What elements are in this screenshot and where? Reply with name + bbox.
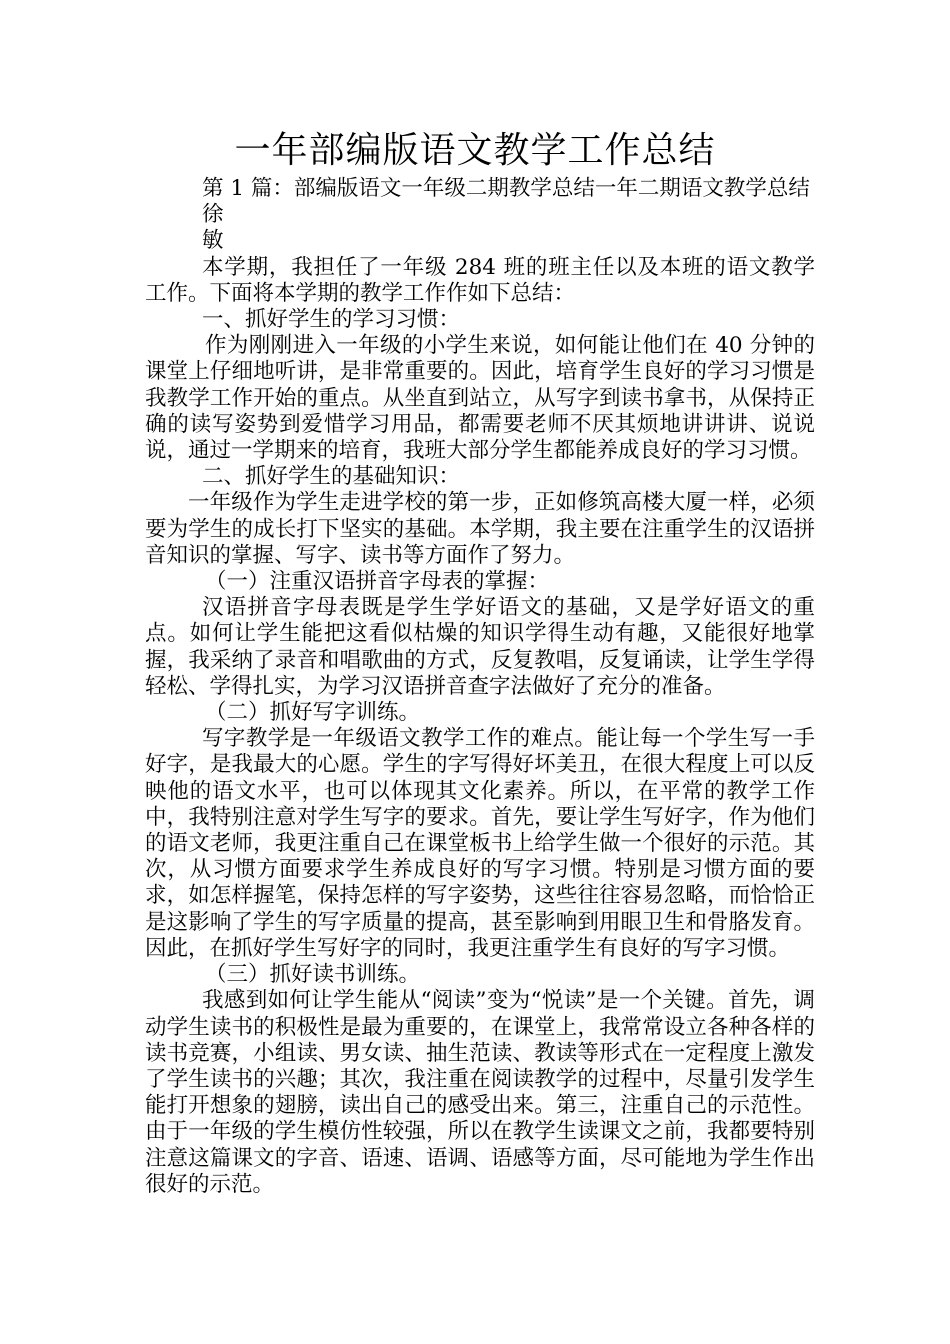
author-name-line-1: 徐 <box>202 202 224 228</box>
paragraph-pinyin: 汉语拼音字母表既是学生学好语文的基础，又是学好语文的重点。如何让学生能把这看似枯燥的知识学得生动有趣，又能很好地掌握，我采纳了录音和唱歌曲的方式，反复教唱，反复诵读，让学生学得轻松、学得扎实，为学习汉语拼音查字法做好了充分的准备。 <box>145 595 815 699</box>
paragraph-basics: 一年级作为学生走进学校的第一步，正如修筑高楼大厦一样，必须要为学生的成长打下坚实的基础。本学期，我主要在注重学生的汉语拼音知识的掌握、写字、读书等方面作了努力。 <box>145 490 815 568</box>
document-body <box>145 176 815 1198</box>
subheading-reading: （三）抓好读书训练。 <box>205 962 421 988</box>
paragraph-habits: 作为刚刚进入一年级的小学生来说，如何能让他们在 40 分钟的课堂上仔细地听讲，是非常重要的。因此，培育学生良好的学习习惯是我教学工作开始的重点。从坐直到站立，从写字到读书拿书，从保持正确的读写姿势到爱惜学习用品，都需要老师不厌其烦地讲讲讲、说说说，通过一学期来的培育，我班大部分学生都能养成良好的学习习惯。 <box>145 333 815 464</box>
author-name-line-2: 敏 <box>202 228 224 254</box>
document-title: 一年部编版语文教学工作总结 <box>234 130 716 171</box>
intro-paragraph: 本学期，我担任了一年级 284 班的班主任以及本班的语文教学工作。下面将本学期的教学工作作如下总结： <box>145 254 815 306</box>
paragraph-reading: 我感到如何让学生能从“阅读”变为“悦读”是一个关键。首先，调动学生读书的积极性是最为重要的，在课堂上，我常常设立各种各样的读书竞赛，小组读、男女读、抽生范读、教读等形式在一定程度上激发了学生读书的兴趣；其次，我注重在阅读教学的过程中，尽量引发学生能打开想象的翅膀，读出自己的感受出来。第三，注重自己的示范性。由于一年级的学生模仿性较强，所以在教学生读课文之前，我都要特别注意这篇课文的字音、语速、语调、语感等方面，尽可能地为学生作出很好的示范。 <box>145 988 815 1197</box>
paragraph-writing: 写字教学是一年级语文教学工作的难点。能让每一个学生写一手好字，是我最大的心愿。学生的字写得好坏美丑，在很大程度上可以反映他的语文水平，也可以体现其文化素养。所以，在平常的教学工作中，我特别注意对学生写字的要求。首先，要让学生写好字，作为他们的语文老师，我更注重自己在课堂板书上给学生做一个很好的示范。其次，从习惯方面要求学生养成良好的写字习惯。特别是习惯方面的要求，如怎样握笔，保持怎样的写字姿势，这些往往容易忽略，而恰恰正是这影响了学生的写字质量的提高，甚至影响到用眼卫生和骨胳发育。因此，在抓好学生写好字的同时，我更注重学生有良好的写字习惯。 <box>145 726 815 961</box>
section-heading-2: 二、抓好学生的基础知识： <box>202 464 461 490</box>
section-heading-1: 一、抓好学生的学习习惯： <box>202 307 461 333</box>
subheading-pinyin: （一）注重汉语拼音字母表的掌握： <box>205 569 550 595</box>
subheading-writing: （二）抓好写字训练。 <box>205 700 421 726</box>
document-subtitle: 第 1 篇：部编版语文一年级二期教学总结一年二期语文教学总结 <box>202 176 810 201</box>
